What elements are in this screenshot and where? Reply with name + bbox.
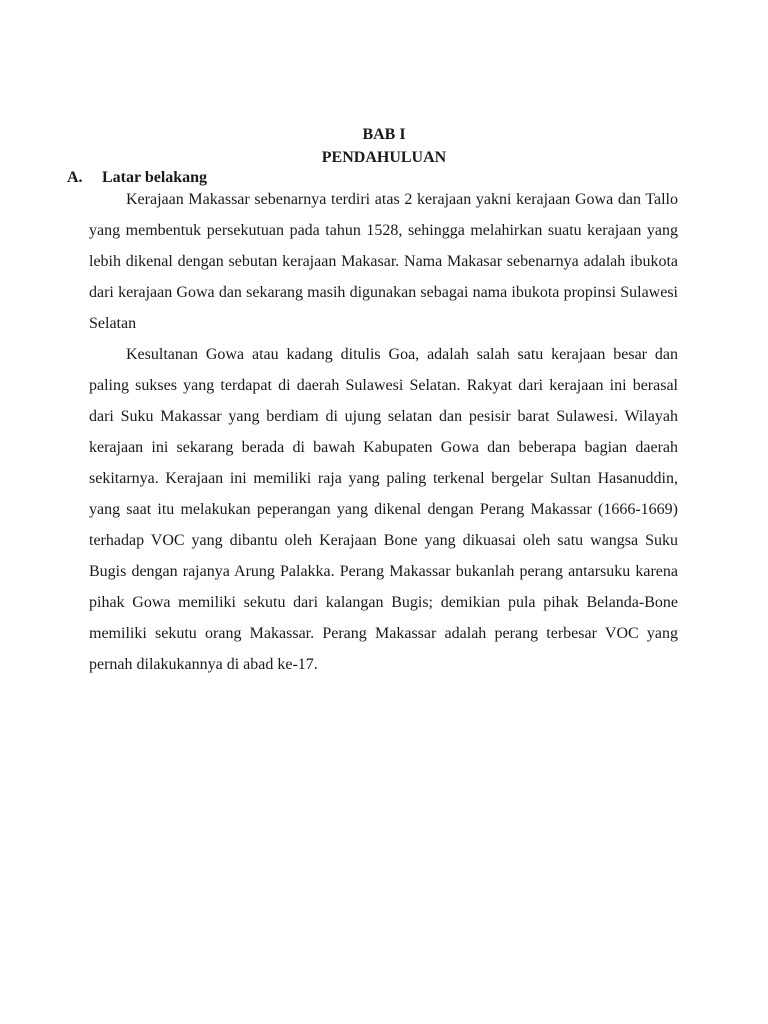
paragraph-2: Kesultanan Gowa atau kadang ditulis Goa, adalah salah satu kerajaan besar dan paling sukses yang terdapat di daerah Sulawesi Selatan. Rakyat dari kerajaan ini berasal dari Suku Makassar yang berdiam di ujung selatan dan pesisir barat Sulawesi. Wilayah kerajaan ini sekarang berada di bawah Kabupaten Gowa dan beberapa bagian daerah sekitarnya. Kerajaan ini memiliki raja yang paling terkenal bergelar Sultan Hasanuddin, yang saat itu melakukan peperangan yang dikenal dengan Perang Makassar (1666-1669) terhadap VOC yang dibantu oleh Kerajaan Bone yang dikuasai oleh satu wangsa Suku Bugis dengan rajanya Arung Palakka. Perang Makassar bukanlah perang antarsuku karena pihak Gowa memiliki sekutu dari kalangan Bugis; demikian pula pihak Belanda-Bone memiliki sekutu orang Makassar. Perang Makassar adalah perang terbesar VOC yang pernah dilakukannya di abad ke-17. xyxy=(89,346,678,673)
section-letter: A. xyxy=(67,169,83,186)
chapter-title: PENDAHULUAN xyxy=(321,149,447,166)
chapter-number: BAB I xyxy=(362,126,406,143)
body-text xyxy=(89,184,678,680)
section-title: Latar belakang xyxy=(102,169,208,186)
paragraph-1: Kerajaan Makassar sebenarnya terdiri atas 2 kerajaan yakni kerajaan Gowa dan Tallo yang membentuk persekutuan pada tahun 1528, sehingga melahirkan suatu kerajaan yang lebih dikenal dengan sebutan kerajaan Makasar. Nama Makasar sebenarnya adalah ibukota dari kerajaan Gowa dan sekarang masih digunakan sebagai nama ibukota propinsi Sulawesi Selatan xyxy=(89,191,678,332)
